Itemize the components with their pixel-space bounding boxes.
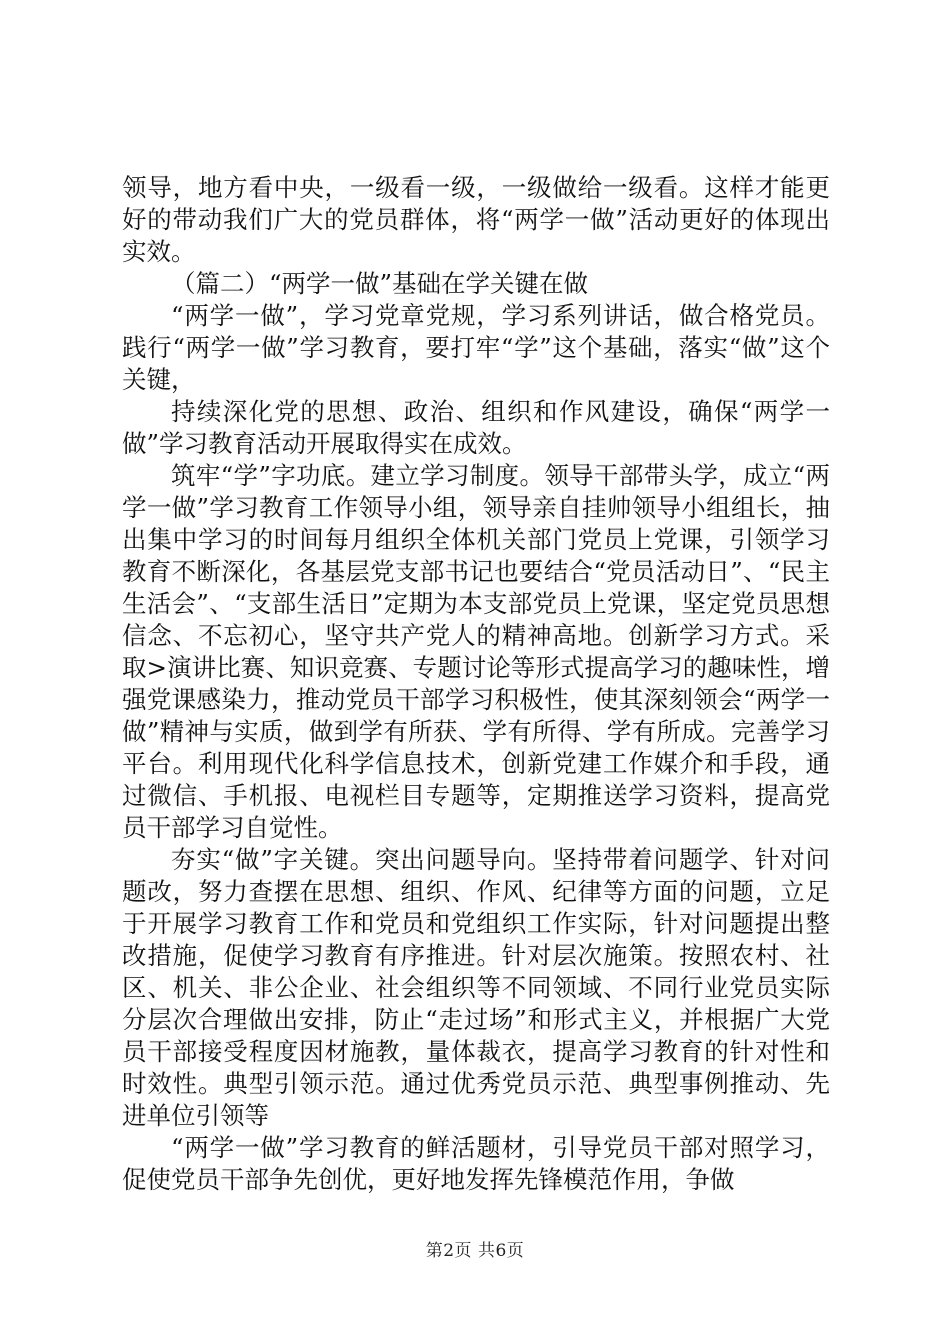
paragraph: 领导，地方看中央，一级看一级，一级做给一级看。这样才能更好的带动我们广大的党员群体，将“两学一做”活动更好的体现出实效。 xyxy=(122,173,830,266)
section-heading: （篇二）“两学一做”基础在学关键在做 xyxy=(171,269,589,298)
page-number-footer: 第2页 共6页 xyxy=(425,1241,525,1261)
paragraph: 持续深化党的思想、政治、组织和作风建设，确保“两学一做”学习教育活动开展取得实在成效。 xyxy=(122,397,830,458)
document-body xyxy=(122,172,830,1196)
paragraph: 筑牢“学”字功底。建立学习制度。领导干部带头学，成立“两学一做”学习教育工作领导小组，领导亲自挂帅领导小组组长，抽出集中学习的时间每月组织全体机关部门党员上党课，引领学习教育不断深化，各基层党支部书记也要结合“党员活动日”、“民主生活会”、“支部生活日”定期为本支部党员上党课，坚定党员思想信念、不忘初心，坚守共产党人的精神高地。创新学习方式。采取>演讲比赛、知识竞赛、专题讨论等形式提高学习的趣味性，增强党课感染力，推动党员干部学习积极性，使其深刻领会“两学一做”精神与实质，做到学有所获、学有所得、学有所成。完善学习平台。利用现代化科学信息技术，创新党建工作媒介和手段，通过微信、手机报、电视栏目专题等，定期推送学习资料，提高党员干部学习自觉性。 xyxy=(122,461,830,842)
paragraph: 夯实“做”字关键。突出问题导向。坚持带着问题学、针对问题改，努力查摆在思想、组织、作风、纪律等方面的问题，立足于开展学习教育工作和党员和党组织工作实际，针对问题提出整改措施，促使学习教育有序推进。针对层次施策。按照农村、社区、机关、非公企业、社会组织等不同领域、不同行业党员实际分层次合理做出安排，防止“走过场”和形式主义，并根据广大党员干部接受程度因材施教，量体裁衣，提高学习教育的针对性和时效性。典型引领示范。通过优秀党员示范、典型事例推动、先进单位引领等 xyxy=(122,845,830,1130)
paragraph: “两学一做”学习教育的鲜活题材，引导党员干部对照学习，促使党员干部争先创优，更好地发挥先锋模范作用，争做 xyxy=(122,1133,830,1194)
paragraph: “两学一做”，学习党章党规，学习系列讲话，做合格党员。践行“两学一做”学习教育，要打牢“学”这个基础，落实“做”这个关键， xyxy=(122,301,830,394)
